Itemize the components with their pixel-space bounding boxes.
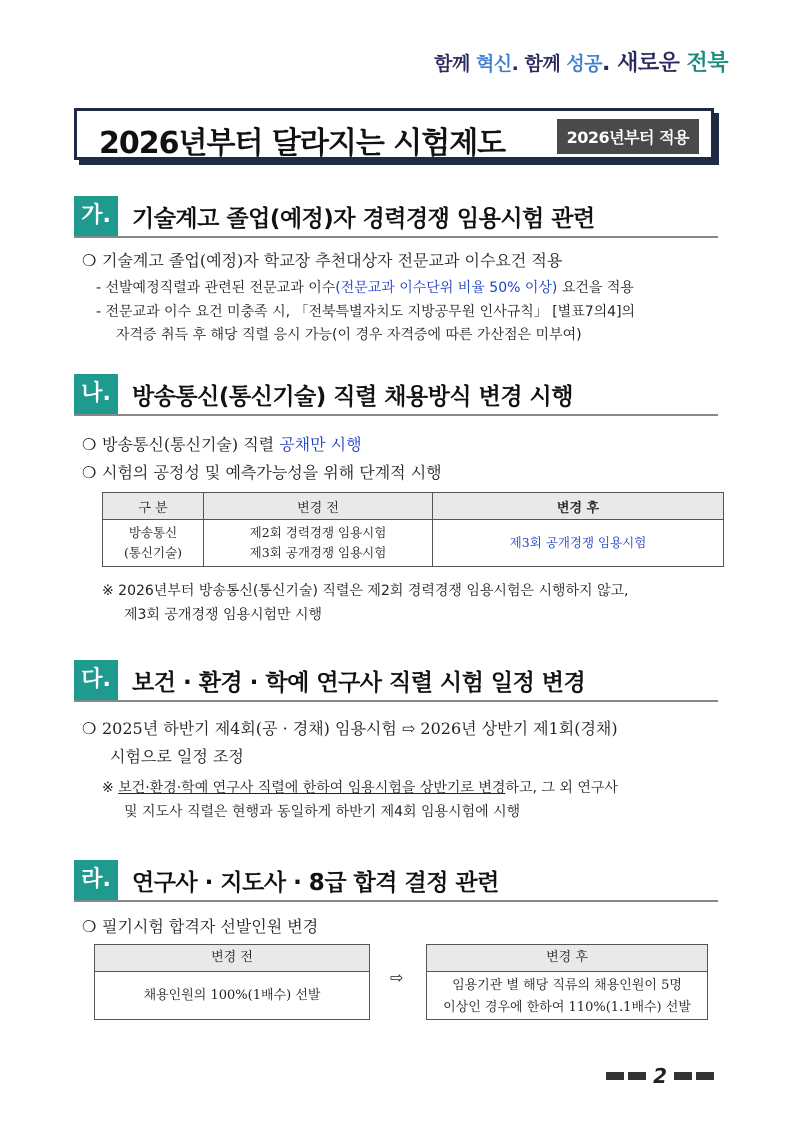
bullet-item <box>82 914 318 937</box>
page-bar-icon <box>696 1072 714 1080</box>
section-header <box>74 860 718 902</box>
bullet-marker: ❍ <box>82 719 97 738</box>
section-tag: 가. <box>74 196 118 236</box>
after-header: 변경 후 <box>427 945 707 972</box>
note-text-continued: 제3회 공개경쟁 임용시험만 시행 <box>124 607 323 623</box>
sub-text: - 선발예정직렬과 관련된 전문교과 이수 <box>96 280 336 296</box>
bullet-text-continued: 시험으로 일정 조정 <box>110 747 244 766</box>
table-row <box>103 520 724 567</box>
section-da <box>74 660 718 702</box>
sub-item: - 전문교과 이수 요건 미충족 시, 「전북특별자치도 지방공무원 인사규칙」 [별표7의4]의 <box>96 304 636 320</box>
header-slogan <box>434 46 728 77</box>
section-tag: 다. <box>74 660 118 700</box>
title-badge: 2026년부터 적용 <box>557 119 699 154</box>
bullet-text: 필기시험 합격자 선발인원 변경 <box>102 917 319 936</box>
page-bar-icon <box>674 1072 692 1080</box>
section-tag: 나. <box>74 374 118 414</box>
cell-line: (통신기술) <box>123 545 183 560</box>
page-number: 2 <box>653 1064 667 1088</box>
section-title: 연구사 · 지도사 · 8급 합격 결정 관련 <box>132 870 499 896</box>
note-rest: 하고, 그 외 연구사 <box>505 780 618 796</box>
before-box <box>94 944 370 1020</box>
section-tag: 라. <box>74 860 118 900</box>
before-header: 변경 전 <box>95 945 369 972</box>
bullet-text: 기술계고 졸업(예정)자 학교장 추천대상자 전문교과 이수요건 적용 <box>102 251 563 270</box>
slogan-part: . 함께 <box>511 53 567 75</box>
after-box <box>426 944 708 1020</box>
table-header-row <box>103 493 724 520</box>
after-line: 임용기관 별 해당 직류의 채용인원이 5명 <box>452 978 682 993</box>
after-body <box>427 972 707 1019</box>
bullet-marker: ❍ <box>82 463 97 482</box>
table-cell: 제3회 공개경쟁 임용시험 <box>433 520 724 567</box>
table-cell <box>103 520 204 567</box>
page-bar-icon <box>606 1072 624 1080</box>
highlight-text: (전문교과 이수단위 비율 50% 이상) <box>335 280 558 296</box>
slogan-part: 함께 <box>434 53 476 75</box>
bullet-marker: ❍ <box>82 251 97 270</box>
bullet-item <box>82 460 442 483</box>
bullet-text: 2025년 하반기 제4회(공 · 경채) 임용시험 ⇨ 2026년 상반기 제1회(경채) <box>102 719 618 738</box>
page-title-box <box>74 108 714 160</box>
before-body: 채용인원의 100%(1배수) 선발 <box>143 988 321 1003</box>
section-ga <box>74 196 718 238</box>
section-header <box>74 374 718 416</box>
note-mark: ※ <box>102 780 119 796</box>
bullet-item <box>82 432 362 455</box>
page-number-footer <box>606 1064 714 1088</box>
slogan-part: 성공 <box>566 53 603 75</box>
section-title: 기술계고 졸업(예정)자 경력경쟁 임용시험 관련 <box>132 206 595 232</box>
section-title: 보건 · 환경 · 학예 연구사 직렬 시험 일정 변경 <box>132 670 586 696</box>
page-title: 2026년부터 달라지는 시험제도 <box>99 126 506 161</box>
cell-line: 제3회 공개경쟁 임용시험 <box>249 545 387 560</box>
page-bar-icon <box>628 1072 646 1080</box>
section-header <box>74 196 718 238</box>
slogan-part: 혁신 <box>475 53 512 75</box>
bullet-marker: ❍ <box>82 917 97 936</box>
bullet-marker: ❍ <box>82 435 97 454</box>
after-line: 이상인 경우에 한하여 110%(1.1배수) 선발 <box>443 1000 691 1015</box>
section-title: 방송통신(통신기술) 직렬 채용방식 변경 시행 <box>132 384 573 410</box>
slogan-part: 전북 <box>686 51 728 76</box>
table-cell <box>204 520 433 567</box>
bullet-item <box>82 716 618 739</box>
section-header <box>74 660 718 702</box>
cell-line: 방송통신 <box>128 525 178 540</box>
slogan-part: . 새로운 <box>602 51 687 76</box>
underlined-text: 보건·환경·학예 연구사 직렬에 한하여 임용시험을 상반기로 변경 <box>118 780 506 796</box>
note-text-continued: 및 지도사 직렬은 현행과 동일하게 하반기 제4회 임용시험에 시행 <box>124 804 521 820</box>
change-table <box>102 492 724 567</box>
bullet-text: 방송통신(통신기술) 직렬 <box>102 435 280 454</box>
sub-item-continued: 자격증 취득 후 해당 직렬 응시 가능(이 경우 자격증에 따른 가산점은 미부여) <box>116 327 582 343</box>
arrow-icon: ⇨ <box>390 968 404 987</box>
section-na <box>74 374 718 416</box>
highlight-text: 공채만 시행 <box>279 435 362 454</box>
cell-line: 제2회 경력경쟁 임용시험 <box>249 525 387 540</box>
bullet-item <box>82 248 562 271</box>
note-text: ※ 2026년부터 방송통신(통신기술) 직렬은 제2회 경력경쟁 임용시험은 시행하지 않고, <box>102 583 629 599</box>
table-header-cell: 변경 후 <box>433 493 724 520</box>
note-text <box>102 777 618 797</box>
table-header-cell: 변경 전 <box>204 493 433 520</box>
table-header-cell: 구 분 <box>103 493 204 520</box>
sub-item <box>96 277 634 297</box>
section-ra <box>74 860 718 902</box>
sub-text: 요건을 적용 <box>557 280 634 296</box>
bullet-text: 시험의 공정성 및 예측가능성을 위해 단계적 시행 <box>102 463 442 482</box>
